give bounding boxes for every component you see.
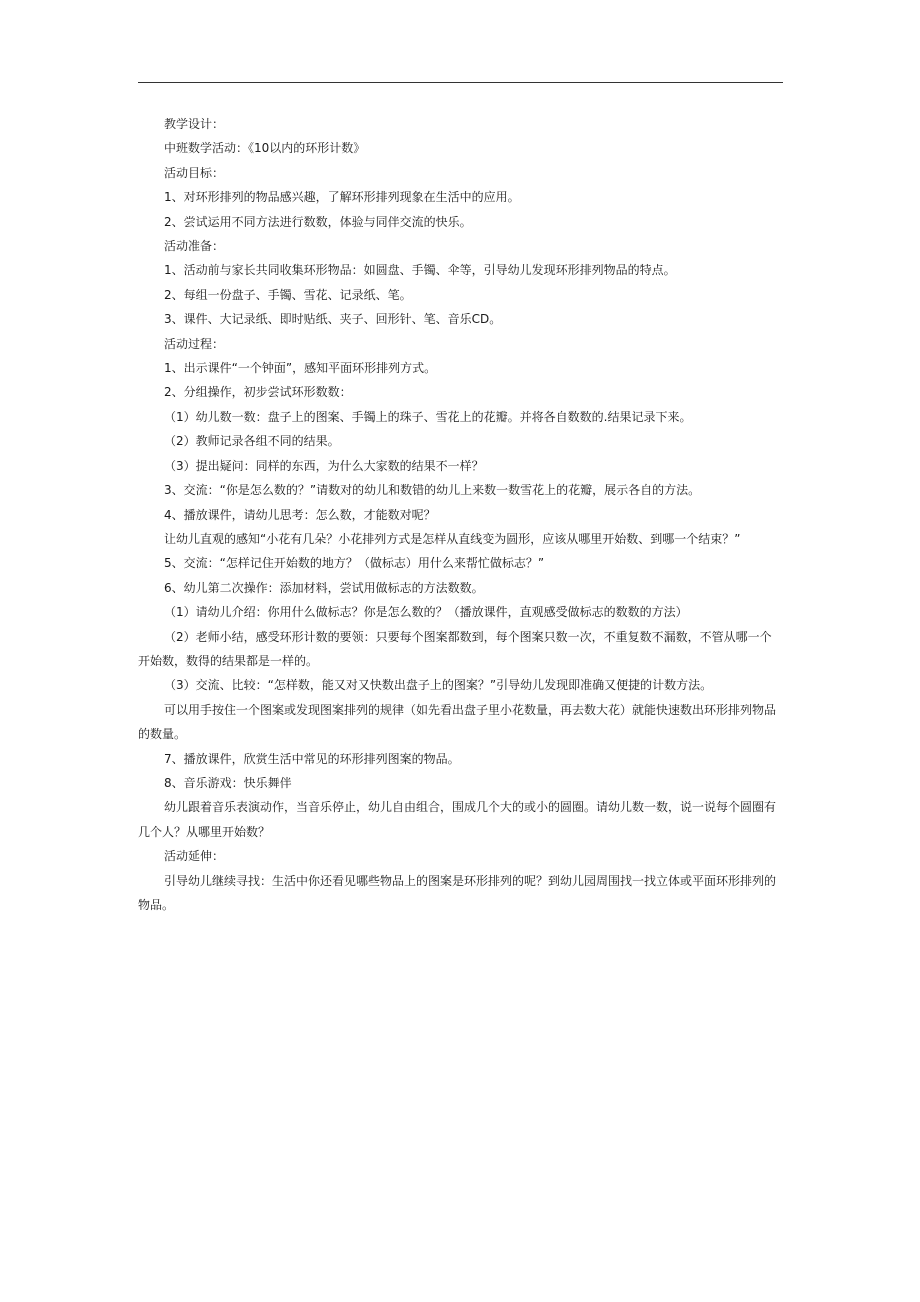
process-substep: （1）幼儿数一数：盘子上的图案、手镯上的珠子、雪花上的花瓣。并将各自数数的.结果记录下来。 — [164, 409, 692, 424]
document-body — [138, 112, 783, 917]
process-step: 7、播放课件，欣赏生活中常见的环形排列图案的物品。 — [164, 751, 460, 766]
process-step: 4、播放课件，请幼儿思考：怎么数，才能数对呢？ — [164, 507, 436, 522]
header-rule — [138, 82, 783, 83]
preparation-item: 3、课件、大记录纸、即时贴纸、夹子、回形针、笔、音乐CD。 — [164, 312, 502, 327]
process-substep: （2）老师小结，感受环形计数的要领：只要每个图案都数到，每个图案只数一次，不重复数不漏数，不管从哪一个开始数，数得的结果都是一样的。 — [138, 629, 772, 668]
process-substep: （3）提出疑问：同样的东西，为什么大家数的结果不一样？ — [164, 458, 484, 473]
process-step: 8、音乐游戏：快乐舞伴 — [164, 775, 292, 790]
goal-item: 2、尝试运用不同方法进行数数，体验与同伴交流的快乐。 — [164, 214, 472, 229]
section-heading-preparation: 活动准备： — [164, 239, 225, 254]
process-step: 6、幼儿第二次操作：添加材料，尝试用做标志的方法数数。 — [164, 580, 484, 595]
process-step: 5、交流：“怎样记住开始数的地方？（做标志）用什么来帮忙做标志？” — [164, 556, 545, 571]
process-paragraph: 可以用手按住一个图案或发现图案排列的规律（如先看出盘子里小花数量，再去数大花）就能快速数出环形排列物品的数量。 — [138, 702, 777, 742]
process-substep: （1）请幼儿介绍：你用什么做标志？你是怎么数的？（播放课件，直观感受做标志的数数的方法） — [164, 605, 688, 620]
goal-item: 1、对环形排列的物品感兴趣，了解环形排列现象在生活中的应用。 — [164, 190, 520, 205]
process-substep: （3）交流、比较：“怎样数，能又对又快数出盘子上的图案？”引导幼儿发现即准确又便捷的计数方法。 — [164, 678, 713, 693]
preparation-item: 1、活动前与家长共同收集环形物品：如圆盘、手镯、伞等，引导幼儿发现环形排列物品的特点。 — [164, 263, 676, 278]
extension-paragraph: 引导幼儿继续寻找：生活中你还看见哪些物品上的图案是环形排列的呢？到幼儿园周围找一找立体或平面环形排列的物品。 — [138, 873, 777, 912]
process-step: 3、交流：“你是怎么数的？”请数对的幼儿和数错的幼儿上来数一数雪花上的花瓣，展示各自的方法。 — [164, 483, 701, 498]
section-label-design: 教学设计： — [164, 117, 225, 131]
process-paragraph: 让幼儿直观的感知“小花有几朵？小花排列方式是怎样从直线变为圆形，应该从哪里开始数、到哪一个结束？” — [164, 531, 741, 546]
process-substep: （2）教师记录各组不同的结果。 — [164, 434, 340, 449]
section-heading-goals: 活动目标： — [164, 165, 225, 180]
process-step: 1、出示课件“一个钟面”，感知平面环形排列方式。 — [164, 361, 437, 376]
section-heading-extension: 活动延伸： — [164, 849, 225, 864]
process-step: 2、分组操作，初步尝试环形数数： — [164, 385, 352, 400]
process-paragraph: 幼儿跟着音乐表演动作，当音乐停止，幼儿自由组合，围成几个大的或小的圆圈。请幼儿数一数，说一说每个圆圈有几个人？从哪里开始数？ — [138, 800, 777, 839]
section-heading-process: 活动过程： — [164, 336, 225, 351]
activity-title: 中班数学活动：《10以内的环形计数》 — [164, 141, 366, 156]
preparation-item: 2、每组一份盘子、手镯、雪花、记录纸、笔。 — [164, 287, 412, 302]
